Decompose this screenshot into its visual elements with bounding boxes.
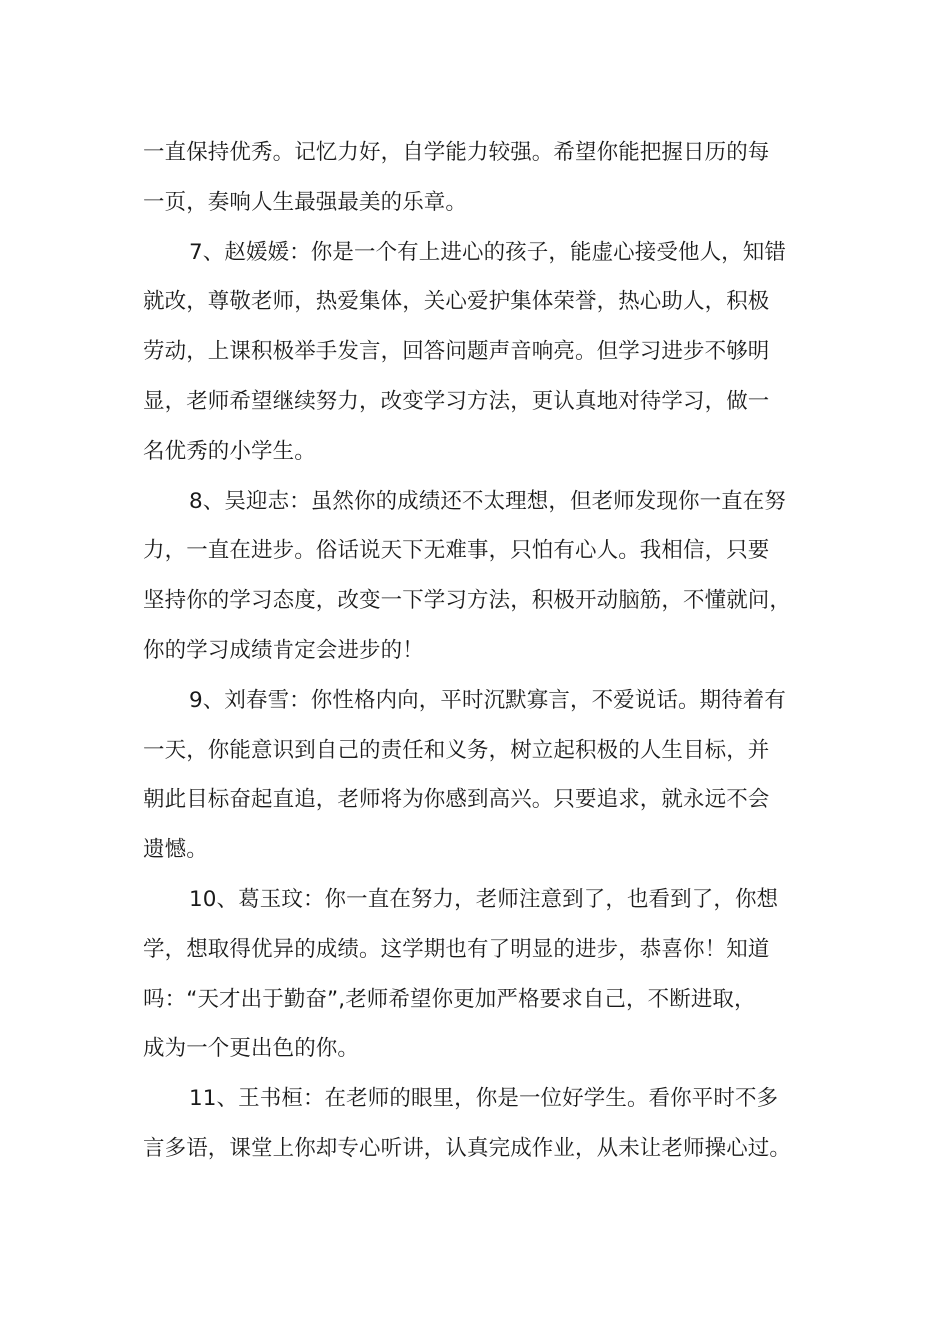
text-line: 7、赵媛媛：你是一个有上进心的孩子，能虚心接受他人，知错 — [189, 239, 786, 265]
text-line: 8、吴迎志：虽然你的成绩还不太理想，但老师发现你一直在努 — [189, 488, 786, 514]
paragraph-9 — [143, 676, 833, 875]
text-line: 学，想取得优异的成绩。这学期也有了明显的进步，恭喜你！知道 — [143, 936, 770, 962]
text-line: 遗憾。 — [143, 837, 208, 863]
paragraph-11 — [143, 1074, 833, 1174]
text-line: 力，一直在进步。俗话说天下无难事，只怕有心人。我相信，只要 — [143, 538, 770, 564]
text-line: 一天，你能意识到自己的责任和义务，树立起积极的人生目标，并 — [143, 737, 770, 763]
text-line: 一页，奏响人生最强最美的乐章。 — [143, 189, 468, 215]
text-line: 9、刘春雪：你性格内向，平时沉默寡言，不爱说话。期待着有 — [189, 687, 786, 713]
text-line: 一直保持优秀。记忆力好，自学能力较强。希望你能把握日历的每 — [143, 140, 770, 165]
text-line: 坚持你的学习态度，改变一下学习方法，积极开动脑筋，不懂就问， — [143, 588, 792, 614]
document-body — [143, 128, 833, 1174]
text-line: 名优秀的小学生。 — [143, 438, 316, 464]
text-line: 就改，尊敬老师，热爱集体，关心爱护集体荣誉，热心助人，积极 — [143, 289, 770, 315]
text-line: 言多语，课堂上你却专心听讲，认真完成作业，从未让老师操心过。 — [143, 1135, 792, 1161]
text-line: 成为一个更出色的你。 — [143, 1036, 360, 1062]
text-line: 吗：“天才出于勤奋”,老师希望你更加严格要求自己，不断进取， — [143, 986, 756, 1012]
paragraph-6-continuation — [143, 128, 833, 228]
paragraph-7 — [143, 228, 833, 477]
text-line: 10、葛玉玟：你一直在努力，老师注意到了，也看到了，你想 — [189, 886, 779, 912]
paragraph-10 — [143, 875, 833, 1074]
text-line: 显，老师希望继续努力，改变学习方法，更认真地对待学习，做一 — [143, 388, 770, 414]
text-line: 你的学习成绩肯定会进步的！ — [143, 637, 424, 663]
text-line: 朝此目标奋起直追，老师将为你感到高兴。只要追求，就永远不会 — [143, 787, 770, 813]
paragraph-8 — [143, 477, 833, 676]
text-line: 11、王书桓：在老师的眼里，你是一位好学生。看你平时不多 — [189, 1086, 779, 1112]
text-line: 劳动，上课积极举手发言，回答问题声音响亮。但学习进步不够明 — [143, 339, 770, 365]
